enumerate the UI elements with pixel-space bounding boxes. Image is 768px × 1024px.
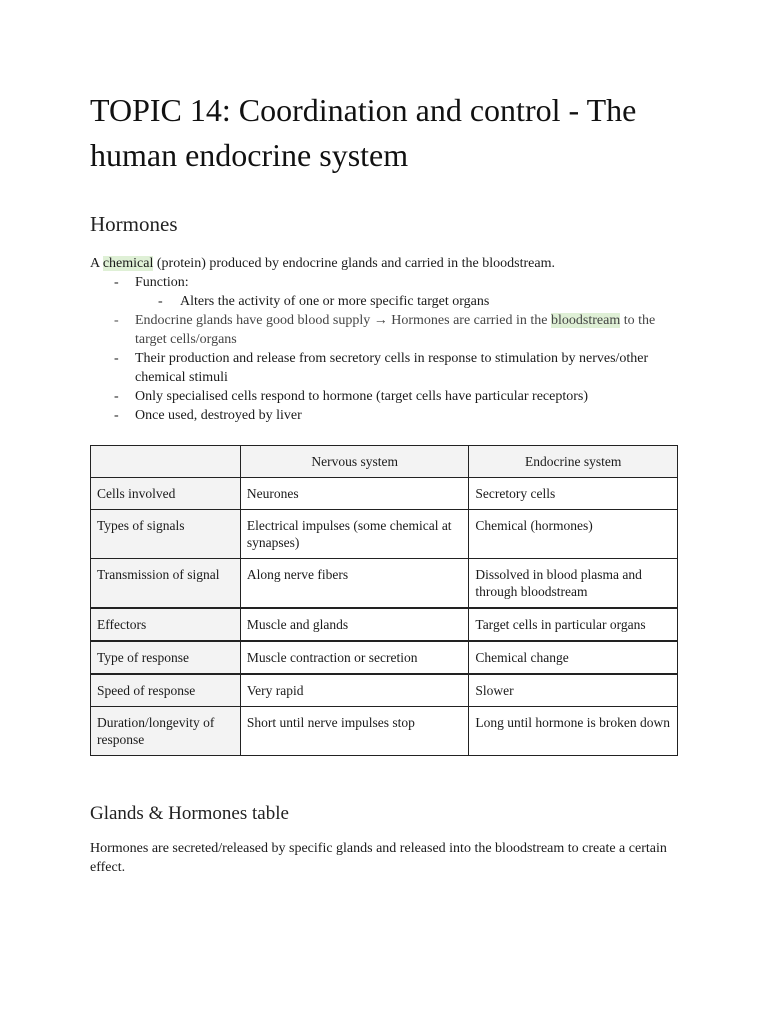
table-row — [91, 608, 678, 641]
bullet-dash: - — [114, 389, 119, 404]
table-cell: Dissolved in blood plasma and through bloodstream — [469, 559, 678, 609]
glands-heading: Glands & Hormones table — [90, 803, 289, 824]
table-row-label: Speed of response — [91, 674, 241, 707]
table-cell: Chemical (hormones) — [469, 510, 678, 559]
hormones-intro — [90, 254, 680, 273]
table-cell: Short until nerve impulses stop — [240, 707, 469, 756]
blood-supply-prefix: Endocrine glands have good blood supply → Hormones are carried in the — [135, 313, 552, 328]
document-page — [90, 88, 680, 877]
hormones-heading: Hormones — [90, 212, 178, 236]
hormones-bullet-list — [90, 273, 680, 425]
table-cell: Chemical change — [469, 641, 678, 674]
table-row-label: Cells involved — [91, 478, 241, 510]
table-cell: Neurones — [240, 478, 469, 510]
bullet-destroyed — [90, 406, 680, 425]
table-header-row — [91, 446, 678, 478]
intro-prefix: A — [90, 256, 103, 271]
table-cell: Electrical impulses (some chemical at synapses) — [240, 510, 469, 559]
table-cell: Long until hormone is broken down — [469, 707, 678, 756]
table-header-cell — [91, 446, 241, 478]
comparison-table — [90, 445, 678, 756]
bullet-production — [90, 349, 680, 387]
intro-suffix: (protein) produced by endocrine glands and carried in the bloodstream. — [153, 256, 555, 271]
table-row — [91, 641, 678, 674]
table-row-label: Type of response — [91, 641, 241, 674]
production-text: Their production and release from secretory cells in response to stimulation by nerves/other chemical stimuli — [135, 351, 649, 385]
table-row — [91, 707, 678, 756]
table-cell: Target cells in particular organs — [469, 608, 678, 641]
table-cell: Along nerve fibers — [240, 559, 469, 609]
bullet-dash: - — [114, 351, 119, 366]
table-header-cell: Nervous system — [240, 446, 469, 478]
function-sub-item — [135, 292, 680, 311]
page-title: TOPIC 14: Coordination and control - The human endocrine system — [90, 92, 637, 173]
bullet-dash: - — [114, 275, 119, 290]
blood-supply-highlight: bloodstream — [551, 313, 621, 328]
sub-bullet-dash: - — [158, 294, 163, 309]
bullet-specialised — [90, 387, 680, 406]
table-row-label: Duration/longevity of response — [91, 707, 241, 756]
table-row — [91, 478, 678, 510]
glands-text: Hormones are secreted/released by specific glands and released into the bloodstream to create a certain effect. — [90, 841, 667, 875]
bullet-dash: - — [114, 408, 119, 423]
table-cell: Secretory cells — [469, 478, 678, 510]
table-cell: Slower — [469, 674, 678, 707]
bullet-dash: - — [114, 313, 119, 328]
table-cell: Muscle contraction or secretion — [240, 641, 469, 674]
intro-highlight: chemical — [102, 256, 154, 271]
table-row — [91, 674, 678, 707]
table-row-label: Transmission of signal — [91, 559, 241, 609]
destroyed-text: Once used, destroyed by liver — [135, 408, 302, 423]
bullet-blood-supply — [90, 311, 680, 349]
table-row — [91, 510, 678, 559]
function-sub-text: Alters the activity of one or more specific target organs — [180, 294, 490, 309]
specialised-text: Only specialised cells respond to hormone (target cells have particular receptors) — [135, 389, 589, 404]
function-sub-list — [135, 292, 680, 311]
blood-supply-suffix: to the target cells/organs — [135, 313, 656, 347]
table-row-label: Effectors — [91, 608, 241, 641]
table-cell: Very rapid — [240, 674, 469, 707]
table-row-label: Types of signals — [91, 510, 241, 559]
bullet-function — [90, 273, 680, 311]
table-row — [91, 559, 678, 609]
function-label: Function: — [135, 275, 189, 290]
table-header-cell: Endocrine system — [469, 446, 678, 478]
table-cell: Muscle and glands — [240, 608, 469, 641]
